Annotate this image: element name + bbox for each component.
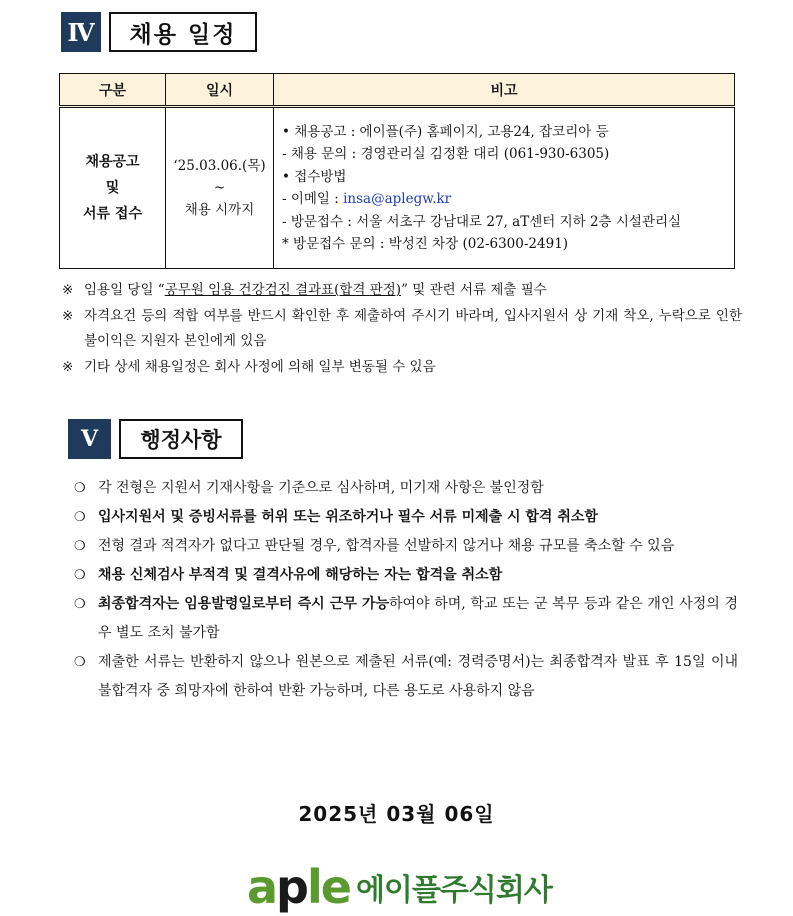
company-name: 에이플주식회사	[355, 873, 552, 908]
list-item: ❍ 최종합격자는 임용발령일로부터 즉시 근무 가능하여야 하며, 학교 또는 군 복무 등과 같은 개인 사정의 경우 별도 조치 불가함	[74, 590, 738, 648]
notice-item: ※ 기타 상세 채용일정은 회사 사정에 의해 일부 변동될 수 있음	[62, 355, 742, 381]
document-date: 2025년 03월 06일	[298, 802, 495, 826]
date-cell: ‘25.03.06.(목) ~ 채용 시까지	[166, 107, 274, 269]
list-item: ❍ 전형 결과 적격자가 없다고 판단될 경우, 합격자를 선발하지 않거나 채용 규모를 축소할 수 있음	[74, 532, 738, 561]
company-logo	[247, 862, 552, 912]
admin-items-list	[74, 474, 738, 706]
table-header-date: 일시	[166, 74, 274, 107]
remark-line: - 방문접수 : 서울 서초구 강남대로 27, aT센터 지하 2층 시설관리실	[282, 213, 682, 230]
reference-mark-icon: ※	[62, 282, 74, 298]
circle-bullet-icon: ❍	[74, 597, 86, 612]
remark-line: • 접수방법	[282, 168, 347, 185]
email-link[interactable]: insa@aplegw.kr	[343, 191, 452, 207]
circle-bullet-icon: ❍	[74, 510, 86, 525]
list-item: ❍ 입사지원서 및 증빙서류를 허위 또는 위조하거나 필수 서류 미제출 시 합격 취소함	[74, 503, 738, 532]
remarks-cell	[274, 107, 735, 269]
circle-bullet-icon: ❍	[74, 655, 86, 670]
section-number: Ⅳ	[61, 12, 101, 52]
list-item: ❍ 채용 신체검사 부적격 및 결격사유에 해당하는 자는 합격을 취소함	[74, 561, 738, 590]
remark-line: - 이메일 : insa@aplegw.kr	[282, 191, 452, 207]
list-item: ❍ 각 전형은 지원서 기재사항을 기준으로 심사하며, 미기재 사항은 불인정함	[74, 474, 738, 503]
reference-mark-icon: ※	[62, 307, 74, 324]
table-header-category: 구분	[60, 74, 166, 107]
remark-line: - 채용 문의 : 경영관리실 김정환 대리 (061-930-6305)	[282, 146, 610, 162]
reference-mark-icon: ※	[62, 358, 74, 375]
circle-bullet-icon: ❍	[74, 568, 86, 583]
section-number: Ⅴ	[68, 419, 111, 459]
section-4-heading	[61, 12, 257, 52]
remark-line: • 채용공고 : 에이플(주) 홈페이지, 고용24, 잡코리아 등	[282, 123, 609, 140]
notice-list	[62, 278, 742, 380]
table-header-remarks: 비고	[274, 74, 735, 107]
section-5-heading	[68, 419, 243, 459]
section-title: 채용 일정	[109, 12, 257, 52]
remark-line: * 방문접수 문의 : 박성진 차장 (02-6300-2491)	[282, 236, 569, 252]
list-item: ❍ 제출한 서류는 반환하지 않으나 원본으로 제출된 서류(예: 경력증명서)는 최종합격자 발표 후 15일 이내 불합격자 중 희망자에 한하여 반환 가능하며, 다른 용도로 사용하지 않음	[74, 648, 738, 706]
circle-bullet-icon: ❍	[74, 539, 86, 554]
notice-item: ※ 자격요건 등의 적합 여부를 반드시 확인한 후 제출하여 주시기 바라며, 입사지원서 상 기재 착오, 누락으로 인한 불이익은 지원자 본인에게 있음	[62, 304, 742, 355]
category-cell: 채용공고 및 서류 접수	[60, 107, 166, 269]
logo-mark: aple	[247, 860, 350, 914]
table-row	[60, 107, 735, 269]
section-title: 행정사항	[119, 419, 243, 459]
schedule-table	[59, 73, 735, 269]
circle-bullet-icon: ❍	[74, 481, 86, 496]
notice-item: ※ 임용일 당일 “공무원 임용 건강검진 결과표(합격 판정)” 및 관련 서류 제출 필수	[62, 278, 742, 304]
